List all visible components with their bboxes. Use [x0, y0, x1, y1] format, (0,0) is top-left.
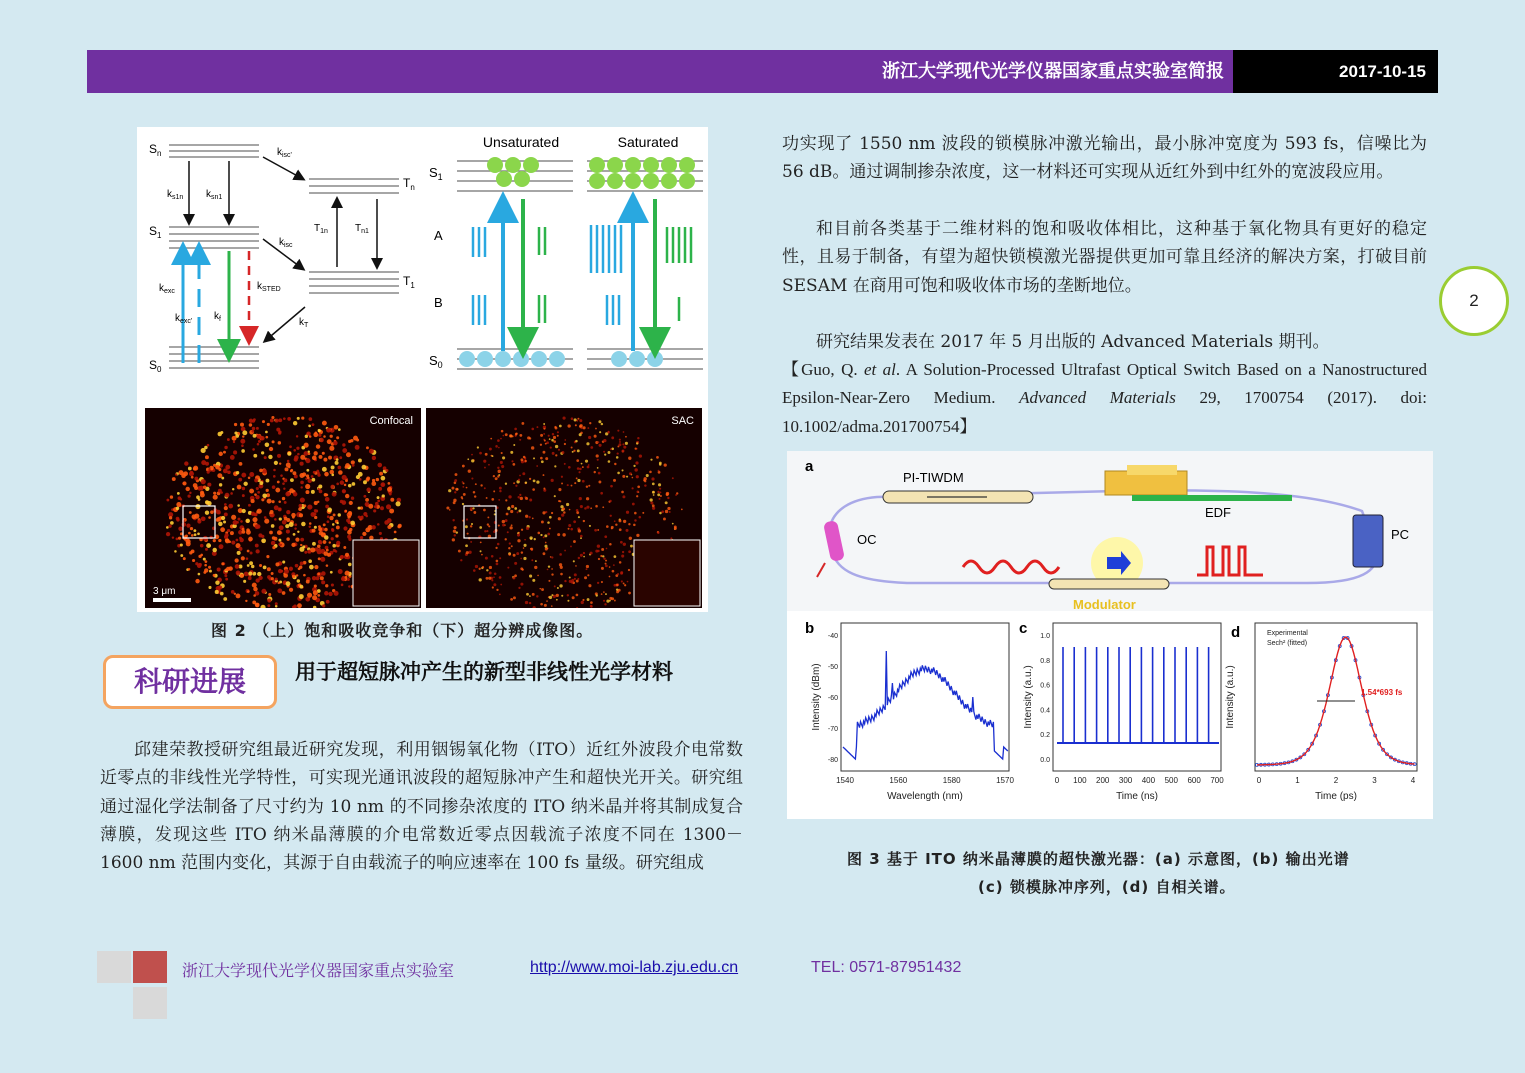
newsletter-title: 浙江大学现代光学仪器国家重点实验室简报 [882, 61, 1224, 82]
x-tick-label: 1570 [996, 776, 1014, 785]
footer-lab-name: 浙江大学现代光学仪器国家重点实验室 [182, 961, 455, 980]
page-number: 2 [1439, 266, 1509, 336]
y-tick-label: -60 [827, 695, 838, 702]
plot-frame [841, 623, 1009, 771]
section-badge: 科研进展 [103, 655, 277, 709]
row-label-b: B [434, 295, 443, 310]
rate-k-sn1: $k_{sn1}$ [206, 189, 223, 201]
x-tick-label: 1580 [942, 776, 961, 785]
pi-tiwdm-label: PI-TIWDM [903, 470, 964, 485]
header-bar [87, 50, 1438, 93]
scale-bar [153, 598, 191, 602]
right-paragraph-3: 研究结果发表在 2017 年 5 月出版的 Advanced Materials 期刊。 [816, 332, 1330, 352]
footer-square-red [133, 951, 167, 983]
plot-frame [1053, 623, 1221, 771]
legend-experimental: Experimental [1267, 630, 1308, 637]
y-axis-label: Intensity (a.u.) [1023, 665, 1034, 729]
y-tick-label: 0.2 [1040, 732, 1050, 740]
y-tick-label: 0.4 [1040, 707, 1050, 715]
x-tick-label: 200 [1096, 776, 1110, 785]
x-tick-label: 100 [1073, 776, 1087, 785]
y-tick-label: 0.0 [1040, 757, 1050, 764]
x-tick-label: 400 [1141, 776, 1156, 785]
x-tick-label: 700 [1210, 776, 1224, 785]
fwhm-annotation: 1.54*693 fs [1361, 688, 1403, 697]
panel-label: SAC [671, 415, 694, 427]
panel-label: Confocal [369, 415, 413, 427]
panel-a-letter: a [805, 458, 814, 475]
rate-k-s1n: $k_{s1n}$ [167, 189, 184, 201]
article-headline: 用于超短脉冲产生的新型非线性光学材料 [295, 660, 673, 684]
issue-date: 2017-10-15 [1233, 50, 1438, 93]
x-tick-label: 300 [1118, 776, 1133, 785]
footer-website-link[interactable]: http://www.moi-lab.zju.edu.cn [530, 959, 739, 976]
rate-k-exc: $k_{exc}$ [159, 283, 175, 295]
y-axis-label: Intensity (a.u.) [1225, 665, 1236, 729]
rate-k-sted: $k_{STED}$ [257, 281, 281, 293]
x-tick-label: 1540 [836, 776, 854, 785]
y-tick-label: 0.6 [1040, 682, 1050, 690]
level-label-t1: $T_1$ [403, 274, 415, 290]
level-label-sn: $S_n$ [149, 142, 162, 158]
x-tick-label: 500 [1164, 776, 1178, 785]
panel-d-autocorrelation [1225, 623, 1417, 802]
right-paragraph-2: 和目前各类基于二维材料的饱和吸收体相比，这种基于氧化物具有更好的稳定性，且易于制备，有望为超快锁模激光器提供更加可靠且经济的解决方案，打破目前 SESAM 在商用可饱和吸收体市场的垄断地位。 [782, 219, 1427, 296]
y-tick-label: -80 [827, 757, 838, 764]
panel-d-letter: d [1231, 624, 1241, 641]
footer-telephone: TEL: 0571-87951432 [811, 959, 962, 976]
rate-k-exc-prime: $k_{exc'}$ [175, 313, 193, 325]
x-tick-label: 2 [1333, 776, 1339, 785]
row-label-a: A [434, 228, 443, 243]
panel-c-pulse-train [1023, 623, 1224, 802]
unsaturated-label: Unsaturated [482, 134, 560, 150]
level-label-tn: $T_n$ [403, 176, 415, 192]
x-tick-label: 3 [1372, 776, 1377, 785]
sac-image [426, 408, 702, 608]
row-label-s1: $S_1$ [429, 165, 443, 182]
level-label-s1: $S_1$ [149, 224, 162, 240]
y-tick-label: 1.0 [1040, 633, 1050, 640]
footer-square-gray [97, 951, 131, 983]
zoom-inset [634, 540, 700, 606]
row-label-s0: $S_0$ [429, 353, 443, 370]
y-axis-label: Intensity (dBm) [811, 663, 822, 731]
rate-k-isc-prime: $k_{isc'}$ [277, 147, 292, 159]
y-tick-label: -40 [827, 633, 838, 640]
y-tick-label: 0.8 [1040, 657, 1050, 665]
x-tick-label: 1560 [889, 776, 908, 785]
scale-bar-label: 3 μm [153, 586, 176, 597]
modulator-label: Modulator [1073, 597, 1136, 612]
rate-k-f: $k_f$ [214, 311, 221, 323]
y-tick-label: -70 [827, 726, 838, 733]
confocal-image [145, 408, 421, 608]
panel-c-letter: c [1019, 620, 1028, 637]
rate-k-t: $k_T$ [299, 317, 309, 329]
figure-3 [787, 451, 1433, 819]
footer-square-gray-lower [133, 987, 167, 1019]
edf-label: EDF [1205, 505, 1231, 520]
rate-t-1n: $T_{1n}$ [314, 223, 328, 235]
x-axis-label: Time (ns) [1116, 791, 1158, 802]
rate-k-isc: $k_{isc}$ [279, 237, 293, 249]
figure-3-caption-line-1: 图 3 基于 ITO 纳米晶薄膜的超快激光器：(a) 示意图，(b) 输出光谱 [847, 850, 1350, 868]
x-tick-label: 0 [1256, 776, 1262, 785]
zoom-inset [353, 540, 419, 606]
x-tick-label: 600 [1187, 776, 1201, 785]
figure-2 [137, 127, 708, 612]
left-paragraph: 邱建荣教授研究组最近研究发现，利用铟锡氧化物（ITO）近红外波段介电常数近零点的非线性光学特性，可实现光通讯波段的超短脉冲产生和超快光开关。研究组通过湿化学法制备了尺寸约为 10 nm 的不同掺杂浓度的 ITO 纳米晶并将其制成复合薄膜，发现这些 ITO 纳米晶薄膜的介电常数近零点因载流子浓度不同在 1300－1600 nm 范围内变化，其源于自由载流子的响应速率在 100 fs 量级。研究组成 [100, 740, 743, 874]
laser-figure [787, 451, 1433, 819]
figure-3-caption-line-2: (c) 锁模脉冲序列，(d) 自相关谱。 [978, 878, 1236, 896]
pc-label: PC [1391, 527, 1410, 542]
x-tick-label: 0 [1054, 776, 1060, 785]
y-tick-label: -50 [827, 664, 838, 671]
oc-label: OC [857, 532, 877, 547]
panel-b-letter: b [805, 620, 815, 637]
reference-citation: 【Guo, Q. et al. A Solution-Processed Ultrafast Optical Switch Based on a Nanostructured Epsilon-Near-Zero Medium. Advanced Materials 29, 1700754 (2017). doi: 10.1002/adma.201700754】 [782, 360, 1428, 436]
rate-t-n1: $T_{n1}$ [355, 223, 369, 235]
right-paragraph-1: 功实现了 1550 nm 波段的锁模脉冲激光输出，最小脉冲宽度为 593 fs，信噪比为 56 dB。通过调制掺杂浓度，这一材料还可实现从近红外到中红外的宽波段应用。 [782, 134, 1427, 183]
legend-fit: Sech² (fitted) [1267, 640, 1308, 647]
saturated-label: Saturated [617, 134, 679, 150]
panel-b-spectrum [811, 623, 1014, 802]
level-label-s0: $S_0$ [149, 358, 162, 374]
x-tick-label: 1 [1295, 776, 1300, 785]
x-axis-label: Time (ps) [1315, 791, 1357, 802]
x-tick-label: 4 [1410, 776, 1416, 785]
x-axis-label: Wavelength (nm) [887, 791, 963, 802]
jablonski-diagram [137, 127, 708, 407]
figure-2-caption: 图 2 （上）饱和吸收竞争和（下）超分辨成像图。 [211, 621, 594, 640]
